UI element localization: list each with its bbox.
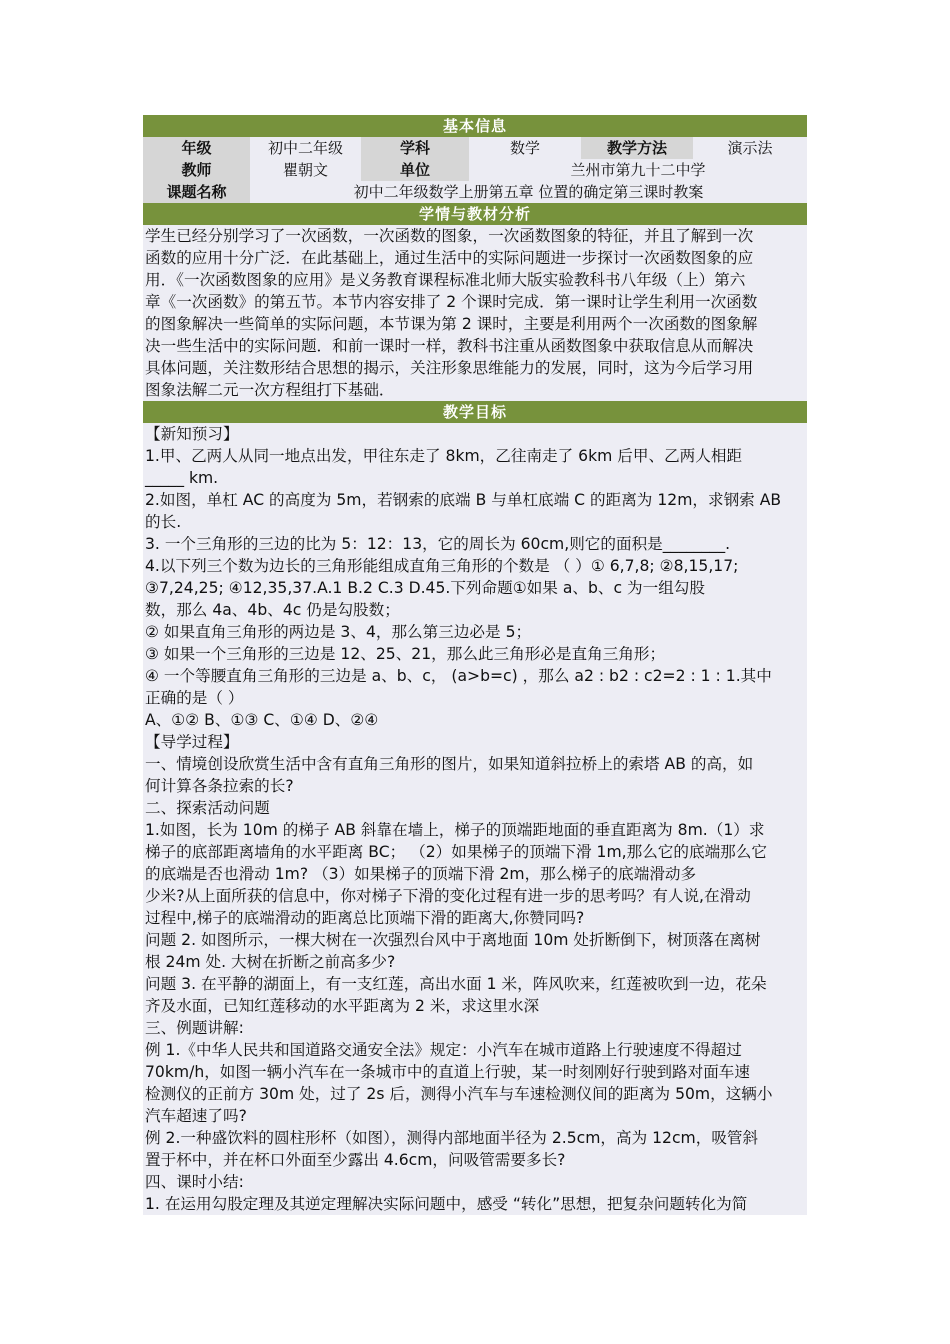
objective-line: 汽车超速了吗? [145,1107,247,1125]
subject-value: 数学 [469,137,581,159]
basic-info-header: 基本信息 [143,115,807,137]
objective-line: ④ 一个等腰直角三角形的三边是 a、b、c， (a>b=c) ，那么 a2 : b2 : c2=2 : 1 : 1.其中 [145,667,772,685]
objective-line: 数，那么 4a、4b、4c 仍是勾股数； [145,601,400,619]
objective-line: ② 如果直角三角形的两边是 3、4，那么第三边必是 5； [145,623,532,641]
info-row-2 [143,159,807,181]
objective-line: 1.如图，长为 10m 的梯子 AB 斜靠在墙上，梯子的顶端距地面的垂直距离为 8m.（1）求 [145,821,765,839]
objective-line: 正确的是（ ） [145,689,244,707]
objective-line: 4.以下列三个数为边长的三角形能组成直角三角形的个数是 （ ）① 6,7,8; ②8,15,17; [145,557,739,575]
objective-line: 2.如图，单杠 AC 的高度为 5m，若钢索的底端 B 与单杠底端 C 的距离为 12m，求钢索 AB [145,491,782,509]
analysis-line: 学生已经分别学习了一次函数，一次函数的图象，一次函数图象的特征，并且了解到一次 [145,227,754,245]
objectives-header: 教学目标 [143,401,807,423]
unit-label: 单位 [361,159,469,181]
objective-line: 例 2.一种盛饮料的圆柱形杯（如图），测得内部地面半径为 2.5cm，高为 12cm，吸管斜 [145,1129,759,1147]
objective-line: 的长. [145,513,182,531]
objective-line: 一、情境创设欣赏生活中含有直角三角形的图片，如果知道斜拉桥上的索塔 AB 的高，如 [145,755,754,773]
objective-line: ③ 如果一个三角形的三边是 12、25、21，那么此三角形必是直角三角形； [145,645,666,663]
analysis-line: 的图象解决一些简单的实际问题，本节课为第 2 课时，主要是利用两个一次函数的图象解 [145,315,758,333]
analysis-body [143,225,807,401]
grade-value: 初中二年级 [250,137,361,159]
objective-line: 1.甲、乙两人从同一地点出发，甲往东走了 8km，乙往南走了 6km 后甲、乙两人相距 [145,447,743,465]
analysis-line: 图象法解二元一次方程组打下基础． [145,381,395,399]
analysis-line: 用．《一次函数图象的应用》是义务教育课程标准北师大版实验教科书八年级（上）第六 [145,271,746,289]
objectives-body [143,423,807,1215]
objective-line: _____ km. [145,469,219,487]
objective-line: 【新知预习】 [145,425,239,443]
analysis-header: 学情与教材分析 [143,203,807,225]
objective-line: 【导学过程】 [145,733,239,751]
lesson-plan-document [143,115,807,1215]
subject-label: 学科 [361,137,469,159]
grade-label: 年级 [143,137,250,159]
objective-line: 例 1.《中华人民共和国道路交通安全法》规定：小汽车在城市道路上行驶速度不得超过 [145,1041,742,1059]
objective-line: 梯子的底部距离墙角的水平距离 BC； （2）如果梯子的顶端下滑 1m,那么它的底端那么它 [145,843,767,861]
objective-line: 1. 在运用勾股定理及其逆定理解决实际问题中，感受 “转化”思想，把复杂问题转化为简 [145,1195,748,1213]
objective-line: 问题 3. 在平静的湖面上，有一支红莲，高出水面 1 米，阵风吹来，红莲被吹到一边，花朵 [145,975,767,993]
objective-line: ③7,24,25; ④12,35,37.A.1 B.2 C.3 D.45.下列命题①如果 a、b、c 为一组勾股 [145,579,705,597]
teacher-label: 教师 [143,159,250,181]
objective-line: 3. 一个三角形的三边的比为 5：12：13，它的周长为 60cm,则它的面积是________. [145,535,731,553]
analysis-line: 章《一次函数》的第五节。本节内容安排了 2 个课时完成．第一课时让学生利用一次函数 [145,293,758,311]
teacher-value: 瞿朝文 [250,159,361,181]
info-row-3 [143,181,807,203]
objective-line: 三、例题讲解: [145,1019,244,1037]
objective-line: 四、课时小结: [145,1173,244,1191]
method-label: 教学方法 [581,137,693,159]
method-value: 演示法 [693,137,807,159]
objective-line: 根 24m 处. 大树在折断之前高多少? [145,953,396,971]
info-row-1 [143,137,807,159]
analysis-line: 决一些生活中的实际问题．和前一课时一样，教科书注重从函数图象中获取信息从而解决 [145,337,754,355]
objective-line: 二、探索活动问题 [145,799,270,817]
lesson-value: 初中二年级数学上册第五章 位置的确定第三课时教案 [250,181,807,203]
analysis-line: 函数的应用十分广泛．在此基础上，通过生活中的实际问题进一步探讨一次函数图象的应 [145,249,754,267]
unit-value: 兰州市第九十二中学 [469,159,807,181]
objective-line: 问题 2. 如图所示，一棵大树在一次强烈台风中于离地面 10m 处折断倒下，树顶落在离树 [145,931,761,949]
objective-line: 齐及水面，已知红莲移动的水平距离为 2 米，求这里水深 [145,997,540,1015]
objective-line: 置于杯中，并在杯口外面至少露出 4.6cm，问吸管需要多长? [145,1151,566,1169]
objective-line: 何计算各条拉索的长? [145,777,294,795]
objective-line: 少米?从上面所获的信息中，你对梯子下滑的变化过程有进一步的思考吗？有人说,在滑动 [145,887,751,905]
objective-line: 过程中,梯子的底端滑动的距离总比顶端下滑的距离大,你赞同吗? [145,909,585,927]
lesson-label: 课题名称 [143,181,250,203]
objective-line: A、①② B、①③ C、①④ D、②④ [145,711,379,729]
objective-line: 检测仪的正前方 30m 处，过了 2s 后，测得小汽车与车速检测仪间的距离为 50m，这辆小 [145,1085,773,1103]
objective-line: 70km/h，如图一辆小汽车在一条城市中的直道上行驶，某一时刻刚好行驶到路对面车速 [145,1063,750,1081]
analysis-line: 具体问题，关注数形结合思想的揭示，关注形象思维能力的发展，同时，这为今后学习用 [145,359,754,377]
objective-line: 的底端是否也滑动 1m? （3）如果梯子的顶端下滑 2m，那么梯子的底端滑动多 [145,865,697,883]
